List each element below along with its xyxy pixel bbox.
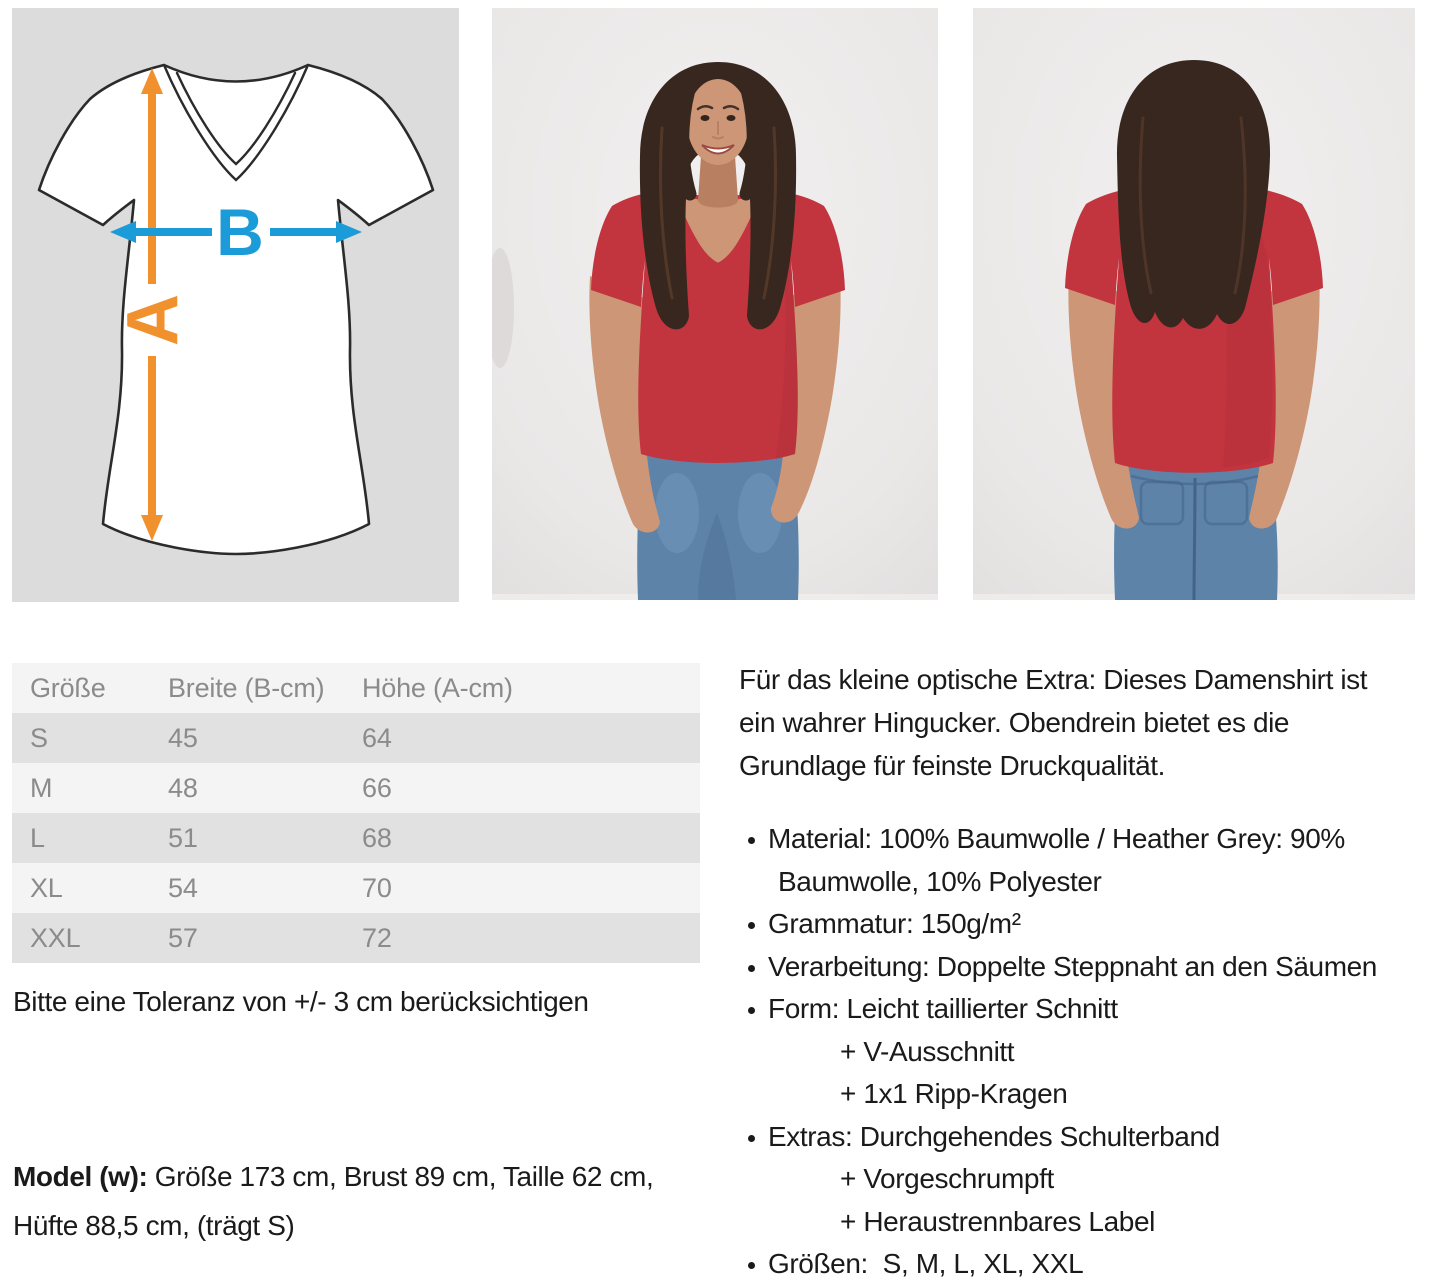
cell-size: XXL bbox=[30, 922, 81, 953]
cell-size: XL bbox=[30, 872, 63, 903]
model-back-photo bbox=[973, 8, 1415, 600]
model-info bbox=[13, 1152, 713, 1250]
model-info-line1 bbox=[13, 1152, 713, 1201]
table-row bbox=[12, 763, 700, 813]
size-table-header-row bbox=[12, 663, 700, 713]
cell-width: 45 bbox=[168, 722, 198, 753]
cell-height: 72 bbox=[362, 922, 392, 953]
cell-height: 66 bbox=[362, 772, 392, 803]
model-info-line2: Hüfte 88,5 cm, (trägt S) bbox=[13, 1210, 295, 1241]
model-info-measurements: Größe 173 cm, Brust 89 cm, Taille 62 cm, bbox=[147, 1161, 654, 1192]
intro-line: Grundlage für feinste Druckqualität. bbox=[739, 750, 1166, 781]
intro-line: ein wahrer Hingucker. Obendrein bietet es die bbox=[739, 707, 1290, 738]
model-front-photo bbox=[492, 8, 938, 600]
bullet-dot bbox=[748, 1007, 755, 1014]
cell-width: 51 bbox=[168, 822, 198, 853]
bullet-extras-sub-label: + Heraustrennbares Label bbox=[840, 1205, 1155, 1237]
bullet-dot bbox=[748, 1135, 755, 1142]
cell-width: 57 bbox=[168, 922, 198, 953]
bullet-form: Form: Leicht taillierter Schnitt bbox=[739, 988, 1429, 1031]
bullet-extras: Extras: Durchgehendes Schulterband bbox=[739, 1116, 1429, 1159]
back-jeans-center-seam bbox=[1194, 478, 1195, 600]
bullet-dot bbox=[748, 922, 755, 929]
bullet-grammatur: Grammatur: 150g/m² bbox=[739, 903, 1429, 946]
bullet-extras-sub-vorgeschrumpft: + Vorgeschrumpft bbox=[840, 1163, 1054, 1194]
bullet-dot bbox=[748, 837, 755, 844]
product-description bbox=[739, 658, 1429, 1278]
tolerance-note: Bitte eine Toleranz von +/- 3 cm berücksichtigen bbox=[13, 986, 589, 1017]
model-back-illustration bbox=[973, 8, 1415, 600]
cell-size: S bbox=[30, 722, 48, 753]
size-diagram-panel bbox=[12, 8, 459, 602]
table-row bbox=[12, 813, 700, 863]
bullet-groessen: Größen: S, M, L, XL, XXL bbox=[739, 1243, 1429, 1278]
size-diagram bbox=[12, 8, 459, 602]
col-header-width: Breite (B-cm) bbox=[168, 672, 325, 703]
cell-width: 54 bbox=[168, 872, 198, 903]
table-row bbox=[12, 913, 700, 963]
cell-size: M bbox=[30, 772, 53, 803]
bullet-dot bbox=[748, 1262, 755, 1269]
size-table bbox=[12, 663, 700, 963]
table-row bbox=[12, 713, 700, 763]
tshirt-outline bbox=[39, 65, 433, 554]
description-intro bbox=[739, 658, 1429, 787]
col-header-height: Höhe (A-cm) bbox=[362, 672, 513, 703]
table-row bbox=[12, 863, 700, 913]
col-header-size: Größe bbox=[30, 672, 106, 703]
cell-width: 48 bbox=[168, 772, 198, 803]
bullet-material-cont: Baumwolle, 10% Polyester bbox=[778, 865, 1102, 897]
bullet-material: Material: 100% Baumwolle / Heather Grey: 90% bbox=[739, 818, 1429, 861]
label-a: A bbox=[113, 294, 193, 346]
front-jeans-wash-left bbox=[655, 473, 699, 553]
model-info-label: Model (w): bbox=[13, 1161, 148, 1192]
feature-bullet-list bbox=[739, 818, 1429, 1278]
label-b: B bbox=[216, 195, 264, 269]
bullet-dot bbox=[748, 965, 755, 972]
intro-line: Für das kleine optische Extra: Dieses Damenshirt ist bbox=[739, 664, 1368, 695]
bullet-form-sub-vausschnitt: + V-Ausschnitt bbox=[840, 1035, 1015, 1067]
bullet-verarbeitung: Verarbeitung: Doppelte Steppnaht an den Säumen bbox=[739, 946, 1429, 989]
bullet-form-sub-rippkragen: + 1x1 Ripp-Kragen bbox=[840, 1078, 1068, 1109]
cell-size: L bbox=[30, 822, 45, 853]
cell-height: 70 bbox=[362, 872, 392, 903]
model-front-illustration bbox=[492, 8, 938, 600]
cell-height: 68 bbox=[362, 822, 392, 853]
cell-height: 64 bbox=[362, 722, 392, 753]
